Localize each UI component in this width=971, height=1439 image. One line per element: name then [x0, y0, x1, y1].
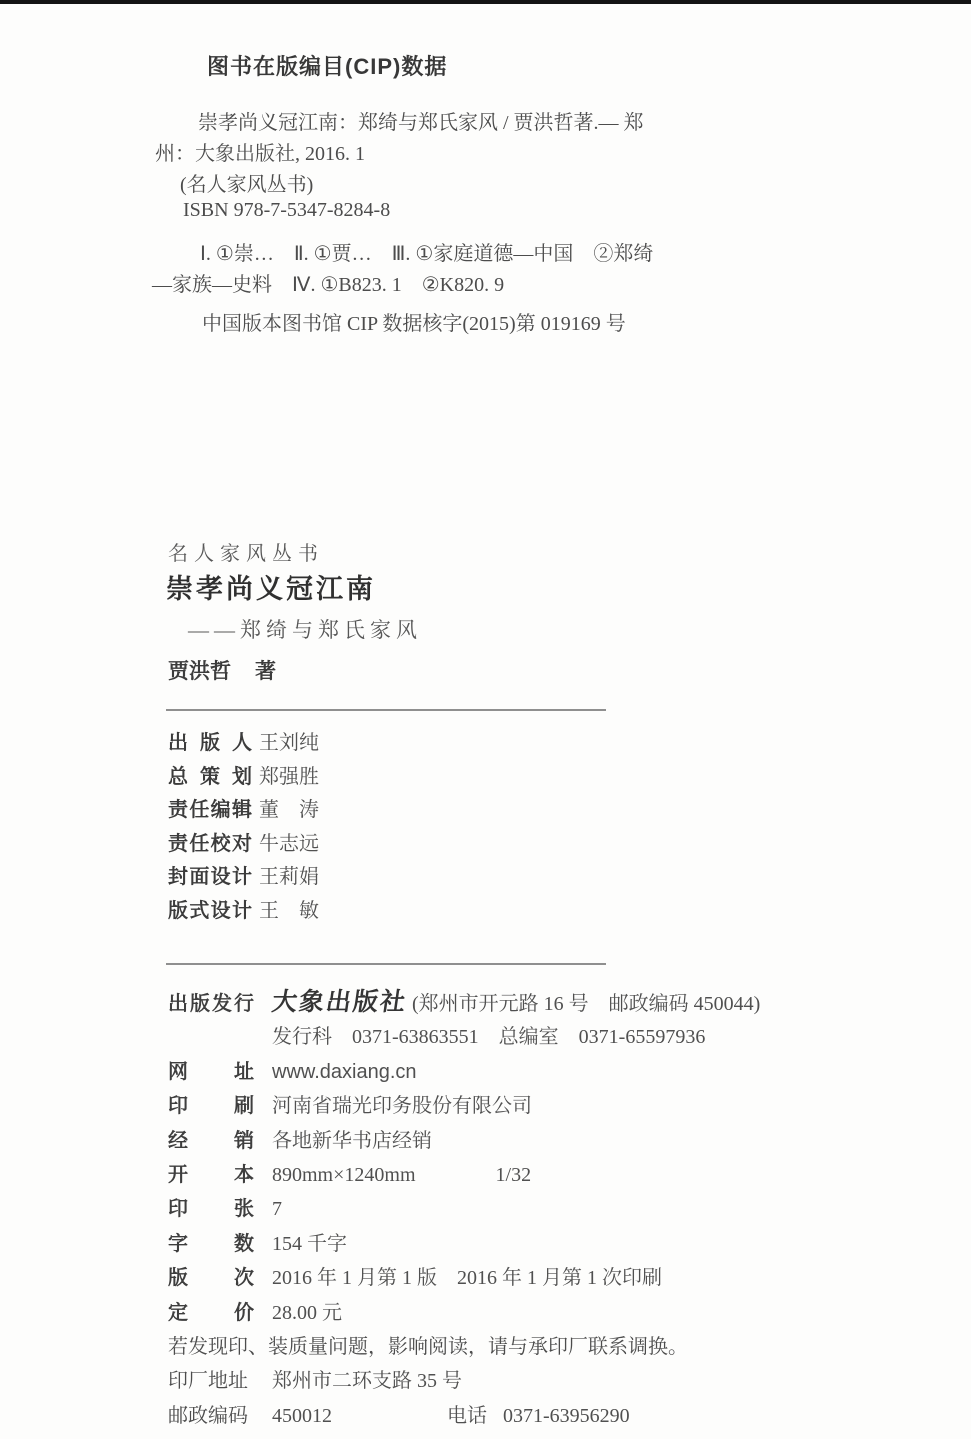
info-label: 字数 — [168, 1232, 254, 1255]
info-row — [168, 1055, 760, 1089]
publisher-address: (郑州市开元路 16 号 邮政编码 450044) — [412, 993, 761, 1015]
cip-bib-line-1: 崇孝尚义冠江南：郑绮与郑氏家风 / 贾洪哲著.— 郑 — [198, 112, 644, 134]
credit-row — [168, 727, 319, 761]
credit-label: 版式设计 — [168, 899, 252, 922]
postcode-phone-row — [168, 1399, 760, 1433]
publisher-phones-row — [168, 1020, 760, 1054]
info-label: 印刷 — [168, 1095, 254, 1118]
book-title: 崇孝尚义冠江南 — [166, 574, 376, 604]
quality-notice-row — [168, 1330, 760, 1364]
website-url: www.daxiang.cn — [272, 1060, 417, 1083]
divider-rule-bottom — [166, 963, 606, 965]
cip-header: 图书在版编目(CIP)数据 — [207, 54, 448, 79]
author-line — [168, 655, 276, 685]
cip-isbn: ISBN 978-7-5347-8284-8 — [183, 199, 391, 221]
credit-row — [168, 828, 319, 862]
publisher-phones: 发行科 0371-63863551 总编室 0371-65597936 — [272, 1026, 706, 1049]
info-row — [168, 1192, 760, 1226]
credit-value: 董 涛 — [259, 799, 319, 821]
credit-value: 王刘纯 — [259, 732, 319, 754]
info-value: 7 — [272, 1198, 282, 1221]
credit-label: 出版人 — [168, 732, 252, 754]
info-row — [168, 1261, 760, 1295]
info-value: 河南省瑞光印务股份有限公司 — [272, 1095, 532, 1118]
info-label: 经销 — [168, 1129, 254, 1152]
postcode-value: 450012 — [272, 1404, 332, 1427]
info-row — [168, 1296, 760, 1330]
cip-class-line-1: Ⅰ. ①崇… Ⅱ. ①贾… Ⅲ. ①家庭道德—中国 ②郑绮 — [200, 243, 654, 265]
info-label: 开本 — [168, 1163, 254, 1186]
credit-value: 王 敏 — [259, 899, 319, 922]
info-value: 28.00 元 — [272, 1301, 342, 1324]
credit-label: 责任校对 — [168, 832, 252, 855]
daxiang-press-logo: 大象出版社 — [270, 989, 410, 1016]
info-row — [168, 1158, 760, 1192]
info-row — [168, 1089, 760, 1123]
credit-row — [168, 794, 319, 828]
credits-list — [168, 727, 319, 928]
format-fraction: 1/32 — [495, 1163, 532, 1186]
book-subtitle: ——郑绮与郑氏家风 — [188, 618, 422, 642]
publisher-row — [168, 986, 760, 1020]
postcode-label: 邮政编码 — [168, 1404, 248, 1427]
cip-record-number: 中国版本图书馆 CIP 数据核字(2015)第 019169 号 — [202, 313, 626, 335]
info-label: 网址 — [168, 1060, 254, 1083]
cip-class-line-2: —家族—史料 Ⅳ. ①B823. 1 ②K820. 9 — [152, 274, 505, 296]
phone-value: 0371-63956290 — [503, 1404, 630, 1427]
author-name: 贾洪哲 — [168, 660, 231, 683]
info-value: 2016 年 1 月第 1 版 2016 年 1 月第 1 次印刷 — [272, 1267, 662, 1290]
scan-top-edge — [0, 0, 971, 4]
credit-row — [168, 895, 319, 929]
cip-bib-line-2: 州：大象出版社, 2016. 1 — [155, 143, 365, 165]
phone-label: 电话 — [447, 1404, 487, 1427]
info-label: 版次 — [168, 1267, 254, 1290]
publisher-value — [272, 986, 760, 1021]
credit-label: 封面设计 — [168, 866, 252, 888]
format-value — [272, 1158, 531, 1192]
publishing-info — [168, 986, 760, 1433]
credit-label: 责任编辑 — [168, 799, 252, 821]
credit-label: 总策划 — [168, 765, 252, 788]
quality-notice: 若发现印、装质量问题，影响阅读，请与承印厂联系调换。 — [168, 1335, 688, 1358]
info-label: 印张 — [168, 1198, 254, 1221]
plant-address-label: 印厂地址 — [168, 1370, 248, 1393]
author-role: 著 — [255, 660, 276, 683]
info-row — [168, 1124, 760, 1158]
publisher-label: 出版发行 — [168, 993, 254, 1015]
credit-value: 王莉娟 — [259, 866, 319, 888]
series-name: 名人家风丛书 — [168, 543, 324, 565]
info-label: 定价 — [168, 1301, 254, 1324]
credit-value: 郑强胜 — [259, 765, 319, 788]
info-row — [168, 1227, 760, 1261]
plant-address-row — [168, 1364, 760, 1398]
credit-value: 牛志远 — [259, 832, 319, 855]
credit-row — [168, 761, 319, 795]
format-size: 890mm×1240mm — [272, 1163, 416, 1186]
info-value: 154 千字 — [272, 1232, 347, 1255]
divider-rule-top — [166, 709, 606, 711]
plant-address-value: 郑州市二环支路 35 号 — [272, 1370, 462, 1393]
cip-series-note: (名人家风丛书) — [180, 174, 314, 196]
info-value: 各地新华书店经销 — [272, 1129, 432, 1152]
credit-row — [168, 861, 319, 895]
